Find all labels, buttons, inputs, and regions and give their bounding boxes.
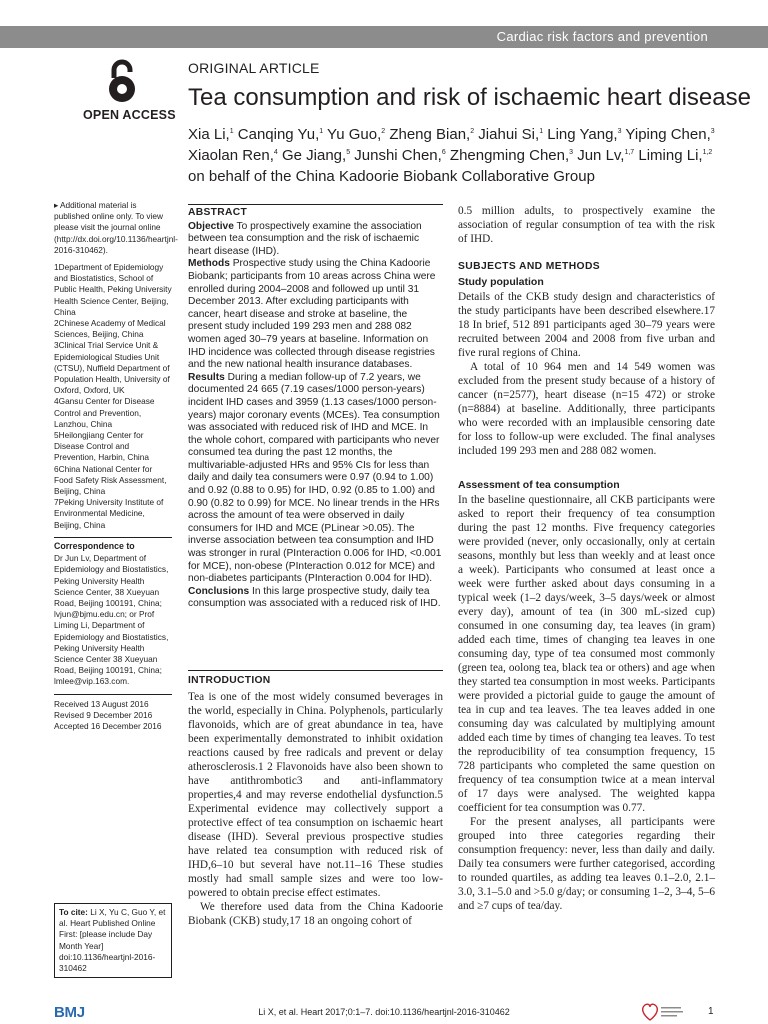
tea-assessment-paragraph: For the present analyses, all participants were grouped into three categories regarding their consumption frequency: never, less than daily and daily. Daily tea consumers were further categorised, according to rounded quartiles, as adding tea leaves 0.1–2.0, 2.1–3.0, 3.1–5.0 and >5.0 g/day; or consuming 1–2, 3–4, 5–6 and ≥7 cups of tea/day. — [458, 816, 715, 912]
additional-material-note: ▸ Additional material is published online only. To view please visit the journal online (http://dx.doi.org/10.1136/heartjnl-2016-310462). — [54, 200, 178, 255]
objective-label: Objective — [188, 220, 234, 232]
section-header-band — [0, 26, 768, 48]
methods-text: Prospective study using the China Kadoorie Biobank; participants from 10 areas across China were enrolled during 2004–2008 and followed up until 31 December 2013. After excluding participants with cancer, heart disease and stroke at baseline, the present study included 199 293 men and 288 082 women aged 30–79 years at baseline. Information on IHD incidence was collected through disease registries and the new national health insurance databases. — [188, 258, 436, 371]
abstract-rule — [188, 204, 443, 205]
abstract-conclusions — [188, 586, 443, 611]
sidebar — [54, 200, 178, 732]
open-access-label: OPEN ACCESS — [83, 108, 176, 122]
page-footer — [0, 1000, 768, 1024]
section-title: Cardiac risk factors and prevention — [496, 29, 708, 44]
tea-assessment-paragraph: In the baseline questionnaire, all CKB participants were asked to report their frequency of tea consumption during the past 12 months. Five frequency categories were provided (never, only occasionally, only at certain seasons, monthly but less than weekly and at least once a week). Participants who consumed at least once a week were further asked about days consuming in a typical week (1–2 days/week, 3–5 days/week or almost every day), amount of tea (in 300 mL-sized cup) consumed in one consuming day, tea leaves (in gram) added each time, times of changing tea leaves in one consuming day, type of tea consumed most commonly (green tea, oolong tea, black tea or others) and age when they started tea consumption in most weeks. Participants were provided a pictorial guide to gauge the amount of tea in cup and tea leaves. The tea leaves added in one consuming day was calculated by multiplying amount added each time by times of changing tea leaves. To test the reproducibility of tea consumption frequency, 15 728 participants who completed the same question on frequency of tea consumption twice at a mean interval of 17 days were analysed. The weighted kappa coefficient for tea consumption was 0.77. — [458, 494, 715, 814]
abstract-objective — [188, 221, 443, 259]
page-number: 1 — [708, 1006, 714, 1017]
citation-box — [54, 903, 172, 978]
revised-date: Revised 9 December 2016 — [54, 709, 153, 720]
open-access-lock-icon — [105, 58, 139, 104]
affiliation: 6China National Center for Food Safety Risk Assessment, Beijing, China — [54, 463, 167, 497]
affiliation: 3Clinical Trial Service Unit & Epidemiological Studies Unit (CTSU), Nuffield Department of Population Health, University of Oxford, Oxford, UK — [54, 340, 170, 396]
tea-assessment-heading: Assessment of tea consumption — [458, 479, 620, 491]
objective-text: To prospectively examine the association between tea consumption and the risk of ischaemic heart disease (IHD). — [188, 220, 422, 257]
abstract-methods — [188, 258, 443, 371]
affiliation: 4Gansu Center for Disease Control and Prevention, Lanzhou, China — [54, 396, 155, 429]
introduction — [188, 670, 443, 928]
article-dates — [54, 694, 172, 733]
article-type: ORIGINAL ARTICLE — [188, 60, 320, 76]
conclusions-text: In this large prospective study, daily tea consumption was associated with a reduced risk of IHD. — [188, 585, 441, 610]
affiliation: 7Peking University Institute of Environmental Medicine, Beijing, China — [54, 497, 164, 530]
accepted-date: Accepted 16 December 2016 — [54, 720, 162, 731]
affiliation: 1Department of Epidemiology and Biostatistics, School of Public Health, Peking University Health Science Center, Beijing, China — [54, 262, 172, 317]
introduction-paragraph: Tea is one of the most widely consumed beverages in the world, especially in China. Polyphenols, particularly flavonoids, which are of great abundance in tea, have been experimentally demonstrated to inhibit oxidation reactions caused by free radicals and prevent or delay atherosclerosis.1 2 Flavonoids have also been shown to have antithrombotic3 and anti-inflammatory properties,4 and may reverse endothelial dysfunction.5 Experimental evidence may collectively support a protective effect of tea consumption on ischaemic heart disease (IHD). Several previous prospective studies have related tea consumption with reduced risk of IHD,6–10 but several have not.11–16 These studies mostly had small sample sizes and were too low-powered to obtain precise effect estimates. — [188, 691, 443, 899]
received-date: Received 13 August 2016 — [54, 698, 149, 709]
methods-heading: SUBJECTS AND METHODS — [458, 261, 601, 272]
study-population-heading: Study population — [458, 276, 544, 288]
results-label: Results — [188, 371, 225, 383]
author-list: Xia Li,$^1$ Canqing Yu,$^1$ Yu Guo,$^2$ Zheng Bian,$^2$ Jiahui Si,$^1$ Ling Yang,$^3$ Yiping Chen,$^3$ Xiaolan Ren,$^4$ Ge Jiang,$^5$ Junshi Chen,$^6$ Zhengming Chen,$^3$ Jun Lv,$^{1,7}$ Liming Li,$^{1,2}$ on behalf of the China Kadoorie Biobank Collaborative Group — [188, 126, 715, 185]
correspondence-text: Dr Jun Lv, Department of Epidemiology and Biostatistics, Peking University Health Science Center, 38 Xueyuan Road, Beijing 100191, China; lvjun@bjmu.edu.cn; or Prof Liming Li, Department of Epidemiology and Biostatistics, Peking University Health Science Center 38 Xueyuan Road, Beijing 100191, China; lmlee@vip.163.com. — [54, 553, 169, 687]
introduction-continued: 0.5 million adults, to prospectively examine the association of regular consumption of tea with the risk of IHD. — [458, 205, 715, 245]
abstract-results — [188, 372, 443, 586]
cite-text: Li X, Yu C, Guo Y, et al. Heart Published Online First: [please include Day Month Year] doi:10.1136/heartjnl-2016-310462 — [59, 907, 166, 974]
abstract — [188, 204, 443, 611]
methods-label: Methods — [188, 258, 230, 270]
study-population-paragraph: A total of 10 964 men and 14 549 women was excluded from the present study because of a history of cancer (n=2577), heart disease (n=15 472) or stroke (n=8884) at baseline. Additionally, three participants who were recorded with an implausible censoring date for loss to follow-up were excluded. The final analyses included 199 293 men and 288 082 women. — [458, 361, 715, 457]
introduction-heading: INTRODUCTION — [188, 670, 443, 688]
introduction-paragraph: We therefore used data from the China Kadoorie Biobank (CKB) study,17 18 an ongoing cohort of — [188, 901, 443, 927]
bmj-logo: BMJ — [54, 1004, 85, 1021]
right-column — [458, 204, 715, 913]
cite-label: To cite: — [59, 907, 88, 917]
correspondence-heading: Correspondence to — [54, 537, 172, 552]
article-title: Tea consumption and risk of ischaemic heart disease — [188, 84, 751, 111]
affiliation: 5Heilongjiang Center for Disease Control and Prevention, Harbin, China — [54, 430, 150, 463]
open-access-logo — [83, 58, 176, 122]
affiliation: 2Chinese Academy of Medical Sciences, Beijing, China — [54, 318, 166, 340]
results-text: During a median follow-up of 7.2 years, we documented 24 665 (7.19 cases/1000 person-years) incident IHD cases and 3959 (1.13 cases/1000 person-years) major coronary events (MCEs). Tea consumption was associated with reduced risk of IHD and MCE. In the whole cohort, compared with participants who never consumed tea during the past 12 months, the multivariable-adjusted HRs and 95% CIs for less than daily and daily tea consumers were 0.97 (0.94 to 1.00) and 0.92 (0.88 to 0.95) for IHD, 0.92 (0.85 to 1.00) and 0.90 (0.82 to 0.99) for MCE. No linear trends in the HRs across the amount of tea were observed in daily consumers for IHD and MCE (PLinear >0.05). The inverse association between tea consumption and IHD was stronger in rural (PInteraction 0.006 for IHD, <0.001 for MCE), non-obese (PInteraction 0.012 for MCE) and non-diabetes participants (PInteraction 0.004 for IHD). — [188, 371, 442, 585]
conclusions-label: Conclusions — [188, 585, 250, 597]
abstract-heading: ABSTRACT — [188, 207, 248, 218]
study-population-paragraph: Details of the CKB study design and characteristics of the study participants have been described elsewhere.17 18 In brief, 512 891 participants aged 30–79 years were recruited between 2004 and 2008 from five urban and five rural regions of China. — [458, 291, 715, 359]
footer-citation: Li X, et al. Heart 2017;0:1–7. doi:10.1136/heartjnl-2016-310462 — [258, 1007, 510, 1017]
british-cardiovascular-society-heart-icon — [640, 1002, 686, 1022]
